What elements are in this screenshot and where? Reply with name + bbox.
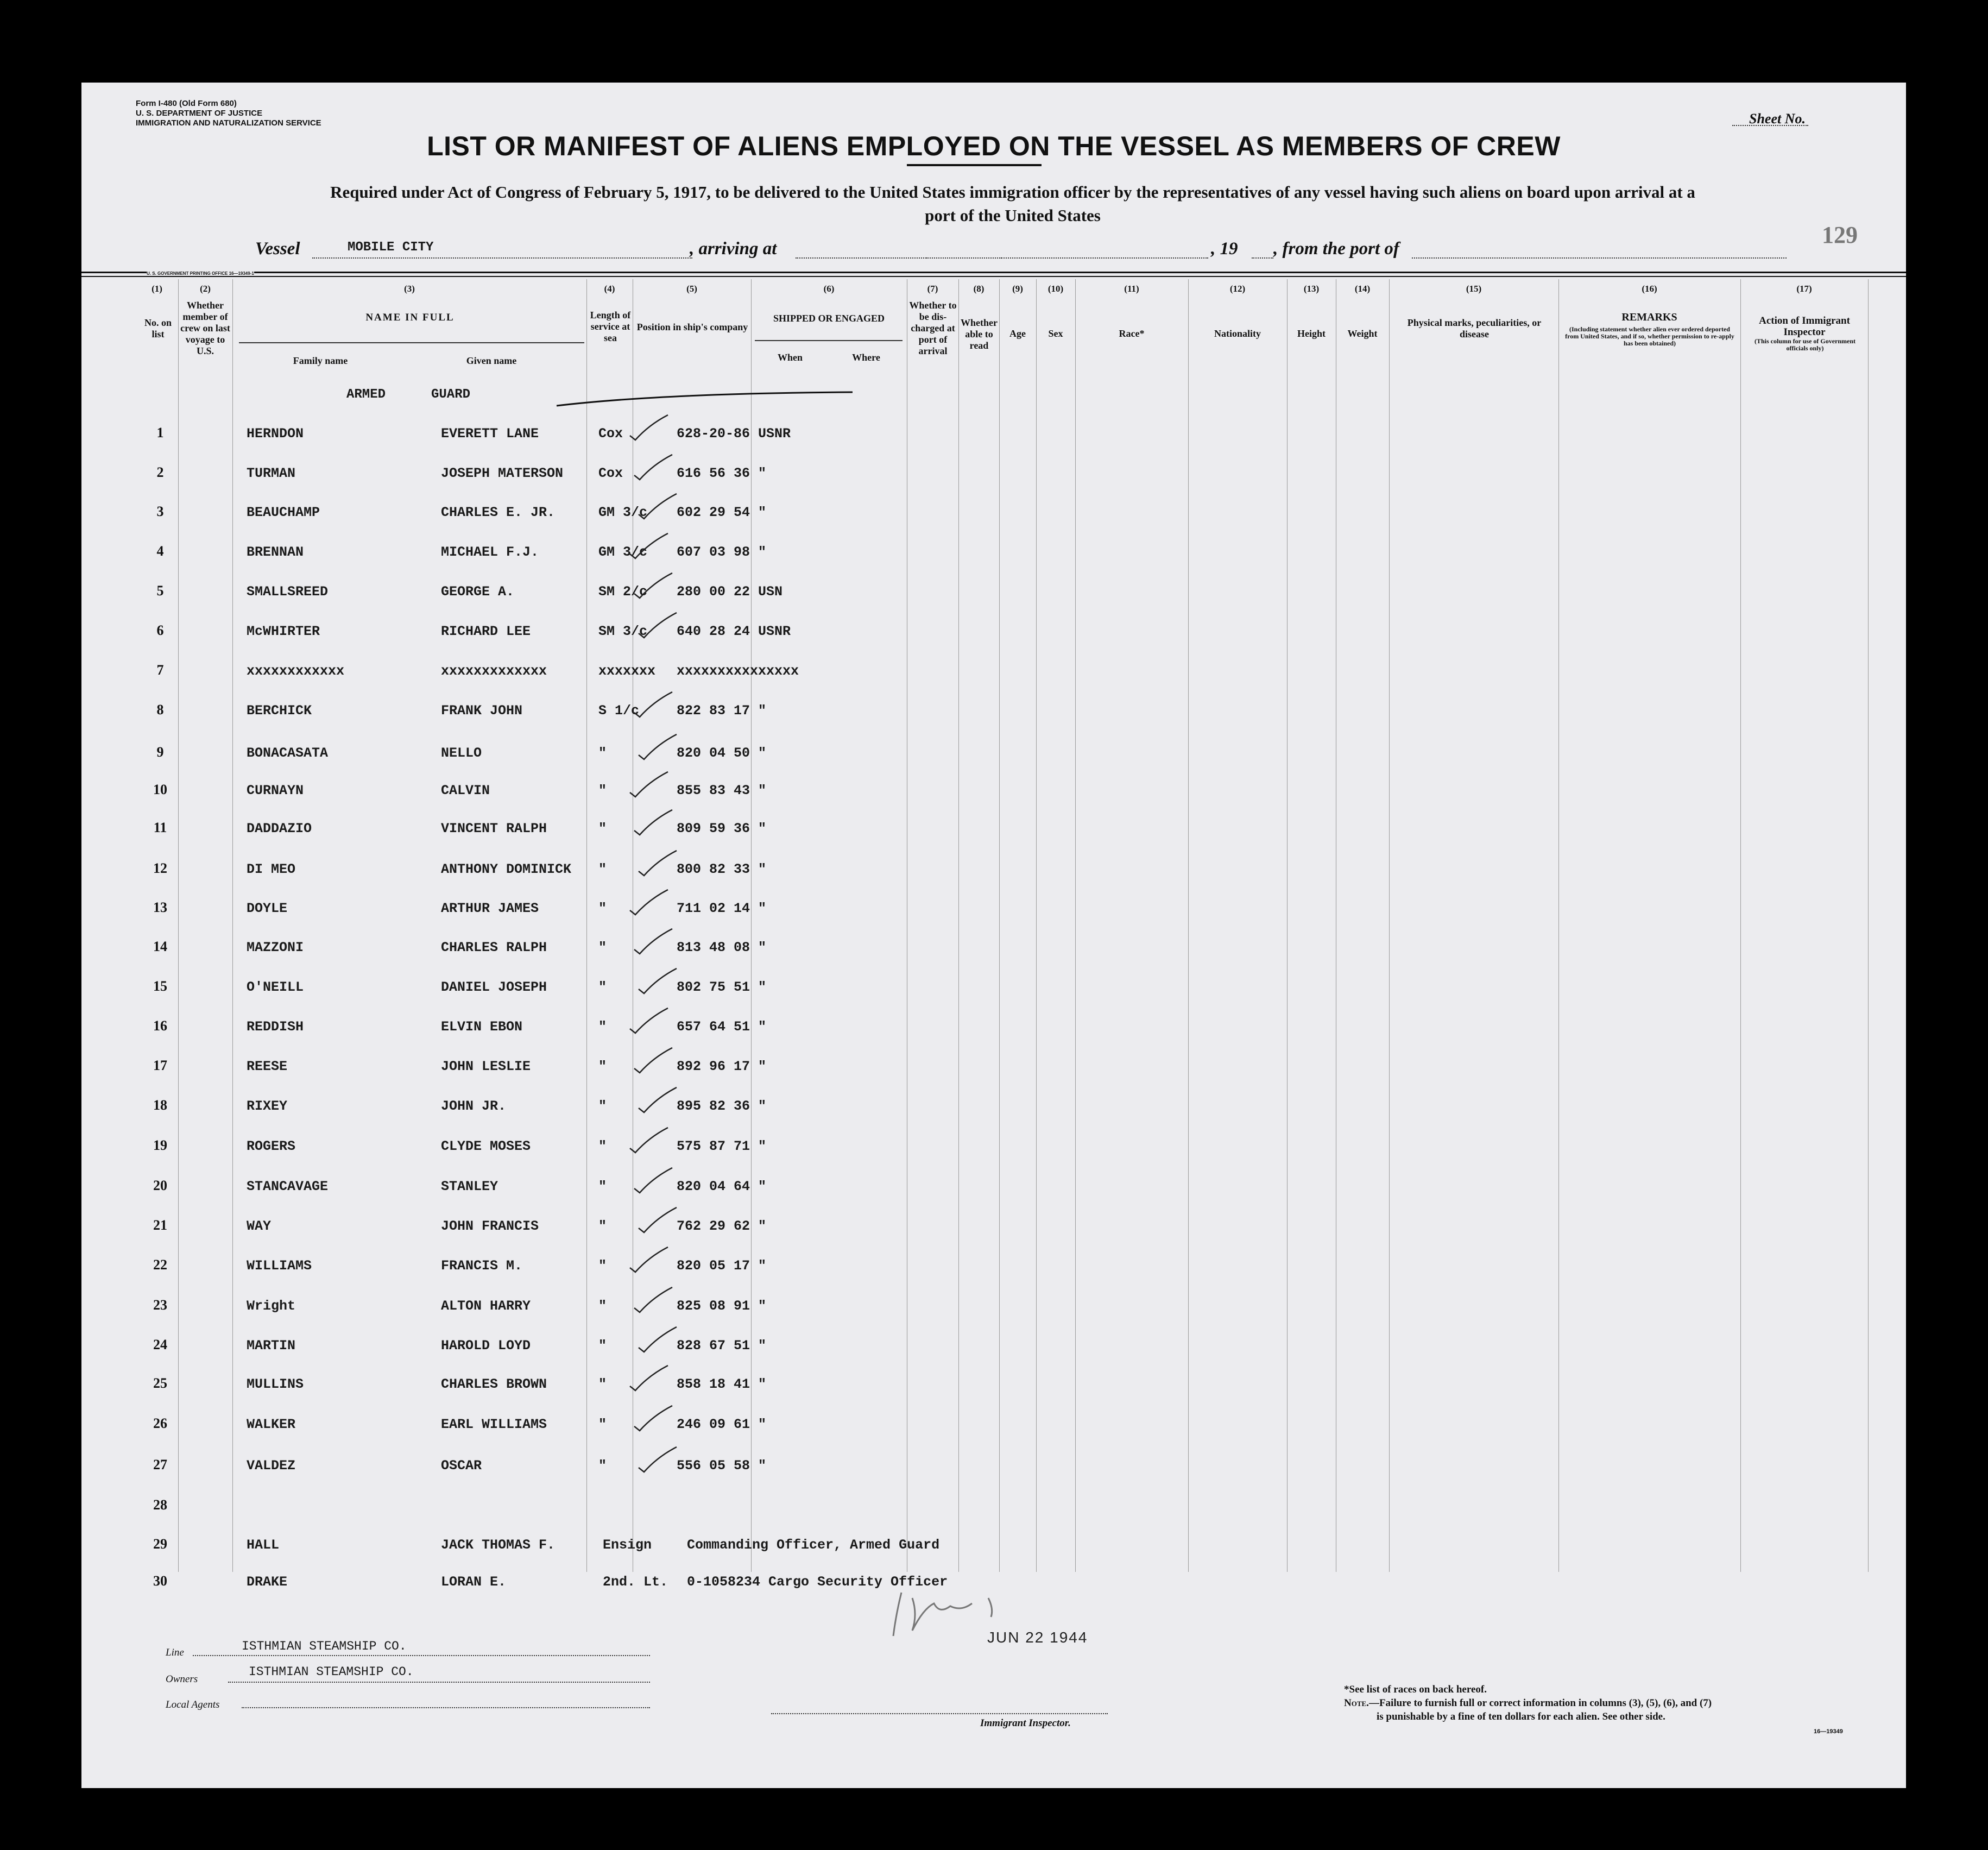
position-number: 892 96 17 "	[677, 1059, 767, 1074]
given-name: ARTHUR JAMES	[441, 901, 539, 916]
position-number: 246 09 61 "	[677, 1417, 767, 1432]
table-row	[81, 1097, 787, 1135]
service-rate: GM 3/c	[598, 544, 648, 560]
family-name: McWHIRTER	[247, 624, 320, 639]
owners-field-line	[228, 1682, 650, 1683]
service-rate: S 1/c	[598, 703, 640, 719]
column-number: (11)	[1124, 284, 1139, 294]
check-mark	[633, 1201, 682, 1234]
local-agents-field-line	[242, 1707, 650, 1708]
shipped-header-rule	[755, 340, 903, 341]
given-name: VINCENT RALPH	[441, 821, 547, 836]
check-mark	[633, 1320, 682, 1353]
position-number: 711 02 14 "	[677, 901, 767, 916]
column-number: (4)	[604, 284, 615, 294]
check-mark	[629, 803, 678, 836]
printing-office-note: U. S. GOVERNMENT PRINTING OFFICE 16—19349-1	[147, 271, 254, 276]
row-number: 22	[153, 1257, 167, 1273]
family-name: BONACASATA	[247, 745, 329, 761]
table-row	[81, 1217, 787, 1255]
check-mark	[633, 962, 682, 995]
position-number: 820 04 50 "	[677, 745, 767, 761]
position-number: 602 29 54 "	[677, 505, 767, 520]
service-rate: "	[598, 1019, 607, 1035]
service-rate: Cox	[598, 465, 623, 481]
service-rate: "	[598, 821, 607, 836]
row-number: 2	[156, 464, 164, 480]
table-row	[81, 543, 787, 581]
position-number: 813 48 08 "	[677, 940, 767, 955]
column-number: (12)	[1229, 284, 1246, 294]
position-number: 802 75 51 "	[677, 979, 767, 995]
family-name: WALKER	[247, 1417, 296, 1432]
arriving-label: , arriving at	[690, 239, 777, 259]
column-divider	[1740, 279, 1741, 1572]
column-number: (15)	[1466, 284, 1482, 294]
row-number: 27	[153, 1457, 167, 1473]
given-name: ANTHONY DOMINICK	[441, 861, 572, 877]
position-number: 820 05 17 "	[677, 1258, 767, 1274]
family-name: REESE	[247, 1059, 288, 1074]
check-mark	[624, 1359, 673, 1392]
given-name: CHARLES E. JR.	[441, 505, 556, 520]
column-number: (16)	[1642, 284, 1657, 294]
family-name: WAY	[247, 1218, 272, 1234]
position-number: Commanding Officer, Armed Guard	[687, 1537, 940, 1553]
service-rate: "	[598, 1417, 607, 1432]
position-number: 820 04 64 "	[677, 1179, 767, 1194]
column-number: (1)	[152, 284, 162, 294]
given-name: HAROLD LOYD	[441, 1338, 531, 1354]
table-row	[81, 1375, 787, 1413]
header-weight: Weight	[1347, 328, 1378, 339]
date-field-line	[926, 257, 1208, 259]
given-name: FRANCIS M.	[441, 1258, 523, 1274]
position-number: 280 00 22 USN	[677, 584, 783, 600]
year-label: , 19	[1211, 239, 1238, 259]
position-number: 809 59 36 "	[677, 821, 767, 836]
given-name: RICHARD LEE	[441, 624, 531, 639]
guard-heading: GUARD	[431, 387, 471, 402]
header-height: Height	[1297, 328, 1326, 339]
family-name: WILLIAMS	[247, 1258, 312, 1274]
row-number: 26	[153, 1415, 167, 1431]
subtitle-line-1: Required under Act of Congress of February 5, 1917, to be delivered to the United States immigration officer by the representatives of any vessel having such aliens on board upon arrival at a	[330, 183, 1695, 202]
given-name: FRANK JOHN	[441, 703, 523, 719]
given-name: CHARLES RALPH	[441, 940, 547, 955]
row-number: 29	[153, 1536, 167, 1552]
form-number: Form I-480 (Old Form 680)	[136, 99, 237, 108]
row-7-strikethrough	[554, 376, 858, 414]
column-number: (17)	[1796, 284, 1812, 294]
given-name: xxxxxxxxxxxxx	[441, 663, 547, 679]
row-number: 8	[156, 702, 164, 718]
service-rate: "	[598, 1458, 607, 1474]
failure-note-continued: is punishable by a fine of ten dollars for each alien. See other side.	[1377, 1711, 1665, 1722]
header-given-name: Given name	[466, 355, 517, 366]
given-name: JOHN JR.	[441, 1098, 507, 1114]
check-mark	[624, 1241, 673, 1273]
position-number: 828 67 51 "	[677, 1338, 767, 1354]
position-number: 556 05 58 "	[677, 1458, 767, 1474]
header-position: Position in ship's company	[636, 322, 748, 332]
family-name: HALL	[247, 1537, 280, 1553]
check-mark	[629, 567, 678, 599]
service-rate: "	[598, 1218, 607, 1234]
position-number: 628-20-86 USNR	[677, 426, 791, 442]
service-rate: "	[598, 979, 607, 995]
service-rate: "	[598, 1059, 607, 1074]
given-name: JOHN FRANCIS	[441, 1218, 539, 1234]
family-name: ROGERS	[247, 1138, 296, 1154]
check-mark	[629, 1041, 678, 1074]
header-rule	[81, 276, 1906, 277]
service-rate: Ensign	[603, 1537, 652, 1553]
form-code: 16—19349	[1814, 1728, 1843, 1735]
position-number: 640 28 24 USNR	[677, 624, 791, 639]
position-number: xxxxxxxxxxxxxxx	[677, 663, 799, 679]
row-number: 13	[153, 899, 167, 915]
family-name: BERCHICK	[247, 703, 312, 719]
check-mark	[633, 728, 682, 760]
position-number: 800 82 33 "	[677, 861, 767, 877]
position-number: 607 03 98 "	[677, 544, 767, 560]
header-remarks-note: (Including statement whether alien ever ordered deported from United States, and if so, whether permission to re-apply has been obtained)	[1565, 325, 1734, 347]
row-number: 18	[153, 1097, 167, 1113]
header-nationality: Nationality	[1214, 328, 1261, 339]
row-number: 16	[153, 1018, 167, 1034]
header-rule	[81, 272, 1906, 273]
table-row	[81, 622, 791, 660]
position-number: 762 29 62 "	[677, 1218, 767, 1234]
failure-note	[1344, 1696, 1712, 1710]
family-name: DADDAZIO	[247, 821, 312, 836]
column-divider	[1389, 279, 1390, 1572]
family-name: RIXEY	[247, 1098, 288, 1114]
table-row	[81, 1337, 787, 1375]
table-row	[81, 1257, 787, 1295]
given-name: DANIEL JOSEPH	[441, 979, 547, 995]
row-number: 28	[153, 1497, 167, 1513]
sheet-number-label: Sheet No.	[1749, 111, 1806, 127]
header-no-on-list: No. on list	[144, 317, 172, 339]
family-name: STANCAVAGE	[247, 1179, 329, 1194]
header-age: Age	[1009, 328, 1026, 339]
date-stamp: JUN 22 1944	[987, 1629, 1088, 1646]
header-remarks: REMARKS	[1621, 311, 1677, 323]
position-number: 825 08 91 "	[677, 1298, 767, 1314]
position-number: 657 64 51 "	[677, 1019, 767, 1035]
department-name: U. S. DEPARTMENT OF JUSTICE	[136, 109, 263, 118]
armed-heading: ARMED	[346, 387, 386, 402]
row-number: 14	[153, 939, 167, 954]
given-name: ALTON HARRY	[441, 1298, 531, 1314]
service-rate: SM 3/c	[598, 624, 648, 639]
header-when: When	[777, 352, 803, 363]
column-divider	[958, 279, 959, 1572]
check-mark	[633, 606, 682, 639]
column-number: (8)	[973, 284, 984, 294]
table-row	[81, 1457, 787, 1495]
column-number: (2)	[200, 284, 211, 294]
owners-label: Owners	[166, 1673, 198, 1685]
name-header-rule	[239, 342, 584, 343]
row-number: 17	[153, 1058, 167, 1073]
table-row	[81, 1497, 787, 1535]
header-discharged: Whether to be dis-charged at port of arrival	[909, 300, 957, 356]
line-value: ISTHMIAN STEAMSHIP CO.	[242, 1639, 407, 1653]
family-name: SMALLSREED	[247, 584, 329, 600]
family-name: MAZZONI	[247, 940, 304, 955]
table-row	[81, 860, 787, 898]
given-name: ELVIN EBON	[441, 1019, 523, 1035]
manifest-sheet	[81, 83, 1906, 1788]
family-name: O'NEILL	[247, 979, 304, 995]
given-name: CALVIN	[441, 783, 490, 798]
position-number: 575 87 71 "	[677, 1138, 767, 1154]
service-rate: "	[598, 1138, 607, 1154]
check-mark	[624, 1002, 673, 1034]
column-number: (5)	[686, 284, 697, 294]
given-name: OSCAR	[441, 1458, 482, 1474]
row-number: 12	[153, 860, 167, 876]
position-number: 895 82 36 "	[677, 1098, 767, 1114]
service-rate: "	[598, 745, 607, 761]
from-port-label: , from the port of	[1273, 239, 1399, 259]
family-name: xxxxxxxxxxxx	[247, 663, 345, 679]
check-mark	[633, 487, 682, 520]
sheet-number-field	[1732, 125, 1808, 126]
check-mark	[629, 685, 678, 718]
service-rate: "	[598, 901, 607, 916]
check-mark	[629, 448, 678, 481]
row-number: 21	[153, 1217, 167, 1233]
row-number: 23	[153, 1297, 167, 1313]
row-number: 9	[156, 744, 164, 760]
given-name: GEORGE A.	[441, 584, 515, 600]
row-number: 1	[156, 425, 164, 441]
header-where: Where	[852, 352, 880, 363]
table-row	[81, 425, 791, 463]
table-row	[81, 504, 787, 542]
family-name: CURNAYN	[247, 783, 304, 798]
check-mark	[624, 1121, 673, 1154]
column-number: (6)	[823, 284, 835, 294]
header-action-note: (This column for use of Government officials only)	[1754, 337, 1856, 352]
page-subtitle	[163, 180, 1863, 227]
column-number: (13)	[1303, 284, 1320, 294]
subtitle-line-2: port of the United States	[925, 206, 1101, 225]
inspector-field-line	[771, 1713, 1108, 1714]
service-name: IMMIGRATION AND NATURALIZATION SERVICE	[136, 118, 321, 128]
table-row	[81, 1573, 948, 1611]
row-number: 7	[156, 662, 164, 678]
page-title: LIST OR MANIFEST OF ALIENS EMPLOYED ON THE VESSEL AS MEMBERS OF CREW	[427, 131, 1561, 161]
table-row	[81, 662, 799, 700]
family-name: HERNDON	[247, 426, 304, 442]
family-name: BEAUCHAMP	[247, 505, 320, 520]
check-mark	[624, 765, 673, 798]
row-number: 19	[153, 1137, 167, 1153]
family-name: VALDEZ	[247, 1458, 296, 1474]
check-mark	[624, 883, 673, 916]
family-name: REDDISH	[247, 1019, 304, 1035]
service-rate: "	[598, 1338, 607, 1354]
service-rate: SM 2/c	[598, 584, 648, 600]
table-row	[81, 1137, 787, 1175]
family-name: BRENNAN	[247, 544, 304, 560]
service-rate: Cox	[598, 426, 623, 442]
owners-value: ISTHMIAN STEAMSHIP CO.	[249, 1665, 414, 1679]
from-port-field-line	[1412, 257, 1787, 259]
header-name-in-full: NAME IN FULL	[365, 312, 455, 323]
row-number: 30	[153, 1573, 167, 1589]
header-race: Race*	[1119, 328, 1145, 339]
race-note: *See list of races on back hereof.	[1344, 1684, 1487, 1695]
check-mark	[629, 922, 678, 955]
family-name: Wright	[247, 1298, 296, 1314]
header-sex: Sex	[1048, 328, 1063, 339]
header-length-of-service: Length of service at sea	[590, 310, 631, 343]
line-field-line	[193, 1655, 650, 1656]
row-number: 5	[156, 583, 164, 599]
service-rate: "	[598, 1376, 607, 1392]
given-name: JOSEPH MATERSON	[441, 465, 564, 481]
row-number: 15	[153, 978, 167, 994]
service-rate: "	[598, 1298, 607, 1314]
position-number: 858 18 41 "	[677, 1376, 767, 1392]
check-mark	[633, 1081, 682, 1113]
family-name: MULLINS	[247, 1376, 304, 1392]
table-row	[81, 744, 787, 782]
given-name: CLYDE MOSES	[441, 1138, 531, 1154]
check-mark	[629, 1161, 678, 1194]
given-name: MICHAEL F.J.	[441, 544, 539, 560]
table-row	[81, 782, 787, 820]
row-number: 3	[156, 504, 164, 519]
column-number: (10)	[1047, 284, 1064, 294]
position-number: 616 56 36 "	[677, 465, 767, 481]
column-divider	[1287, 279, 1288, 1572]
given-name: NELLO	[441, 745, 482, 761]
family-name: DI MEO	[247, 861, 296, 877]
service-rate: "	[598, 783, 607, 798]
row-number: 25	[153, 1375, 167, 1391]
row-number: 20	[153, 1178, 167, 1193]
row-number: 6	[156, 622, 164, 638]
row-number: 24	[153, 1337, 167, 1352]
header-member-last-voyage: Whether member of crew on last voyage to U.S.	[180, 300, 230, 356]
check-mark	[633, 844, 682, 877]
service-rate: "	[598, 861, 607, 877]
row-number: 11	[153, 820, 167, 835]
service-rate: GM 3/c	[598, 505, 648, 520]
note-text: —Failure to furnish full or correct information in columns (3), (5), (6), and (7)	[1368, 1697, 1712, 1709]
table-row	[81, 1536, 940, 1574]
note-label: Note.	[1344, 1697, 1369, 1709]
service-rate: "	[598, 1098, 607, 1114]
line-label: Line	[166, 1647, 184, 1658]
column-number: (3)	[404, 284, 415, 294]
row-number: 4	[156, 543, 164, 559]
given-name: JACK THOMAS F.	[441, 1537, 556, 1553]
column-divider	[1188, 279, 1189, 1572]
position-number: 855 83 43 "	[677, 783, 767, 798]
check-mark	[633, 1440, 682, 1473]
given-name: LORAN E.	[441, 1574, 507, 1590]
header-action-inspector: Action of Immigrant Inspector	[1759, 315, 1850, 338]
vessel-field-line	[312, 257, 692, 259]
column-divider	[1036, 279, 1037, 1572]
position-number: 0-1058234 Cargo Security Officer	[687, 1574, 948, 1590]
table-row	[81, 978, 787, 1016]
column-divider	[1868, 279, 1869, 1572]
given-name: STANLEY	[441, 1179, 498, 1194]
column-divider	[1075, 279, 1076, 1572]
page-number-stamp: 129	[1822, 222, 1858, 248]
column-number: (9)	[1012, 284, 1023, 294]
vessel-label: Vessel	[255, 239, 300, 259]
table-row	[81, 1018, 787, 1056]
check-mark	[624, 527, 673, 559]
family-name: MARTIN	[247, 1338, 296, 1354]
column-divider	[1558, 279, 1559, 1572]
given-name: CHARLES BROWN	[441, 1376, 547, 1392]
family-name: DOYLE	[247, 901, 288, 916]
row-number: 10	[153, 782, 167, 797]
given-name: JOHN LESLIE	[441, 1059, 531, 1074]
family-name: TURMAN	[247, 465, 296, 481]
service-rate: 2nd. Lt.	[603, 1574, 668, 1590]
given-name: EVERETT LANE	[441, 426, 539, 442]
service-rate: "	[598, 940, 607, 955]
column-number: (14)	[1354, 284, 1371, 294]
service-rate: "	[598, 1258, 607, 1274]
table-row	[81, 899, 787, 937]
check-mark	[629, 1281, 678, 1313]
family-name: DRAKE	[247, 1574, 288, 1590]
immigrant-inspector-label: Immigrant Inspector.	[980, 1717, 1071, 1729]
header-family-name: Family name	[293, 355, 348, 366]
title-rule	[907, 164, 1042, 166]
position-number: 822 83 17 "	[677, 703, 767, 719]
service-rate: "	[598, 1179, 607, 1194]
header-physical-marks: Physical marks, peculiarities, or disease	[1407, 317, 1542, 339]
local-agents-label: Local Agents	[166, 1699, 220, 1710]
column-divider	[999, 279, 1000, 1572]
given-name: EARL WILLIAMS	[441, 1417, 547, 1432]
header-able-to-read: Whether able to read	[961, 317, 998, 351]
column-number: (7)	[927, 284, 938, 294]
check-mark	[629, 1399, 678, 1432]
service-rate: xxxxxxx	[598, 663, 656, 679]
header-shipped-engaged: SHIPPED OR ENGAGED	[773, 313, 885, 324]
year-field-line	[1252, 257, 1273, 259]
vessel-name: MOBILE CITY	[348, 240, 434, 255]
form-identification	[136, 99, 321, 128]
